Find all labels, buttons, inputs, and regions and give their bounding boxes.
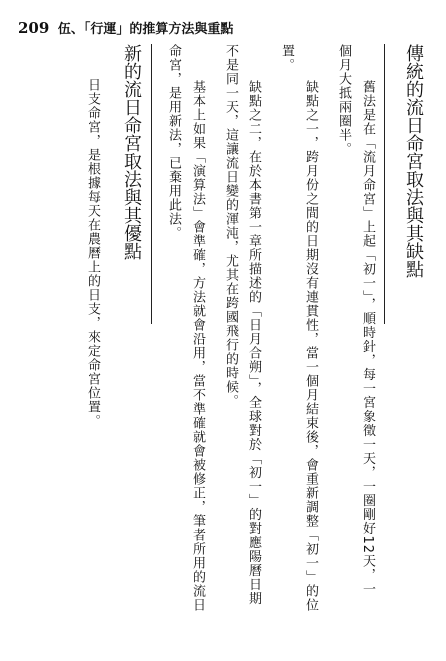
section1-line-1: 舊法是在「流月命宮」上起「初一」，順時針，每一宮象徵一天，一圈剛好12天，一 — [360, 80, 375, 597]
section2-title: 新的流日命宮取法與其優點 — [121, 44, 142, 260]
section1-title: 傳統的流日命宮取法與其缺點 — [403, 44, 424, 278]
section1-line-8: 命宮，是用新法，已棄用此法。 — [166, 44, 181, 240]
running-title: 伍、「行運」的推算方法與重點 — [57, 22, 234, 37]
section1-line-2: 個月大抵兩圈半。 — [336, 44, 351, 156]
section2-title-rule — [151, 44, 152, 324]
section1-line-7: 基本上如果「演算法」會準確，方法就會沿用，當不準確就會被修正，筆者所用的流日 — [190, 80, 205, 612]
section1-title-rule — [384, 44, 385, 324]
page-number: 209 — [18, 19, 50, 37]
section1-line-6: 不是同一天，這讓流日變的渾沌，尤其在跨國飛行的時候。 — [223, 44, 238, 408]
running-header — [18, 14, 233, 42]
section1-line-3: 缺點之一，跨月份之間的日期沒有連貫性，當一個月結束後，會重新調整「初一」的位 — [303, 80, 318, 612]
section1-line-4: 置。 — [279, 44, 294, 72]
section1-line-5: 缺點之二，在於本書第一章所描述的「日月合朔」，全球對於「初一」的對應陽曆日期 — [246, 80, 261, 606]
section2-line-1: 日支命宮，是根據每天在農曆上的日支，來定命宮位置。 — [85, 78, 100, 428]
